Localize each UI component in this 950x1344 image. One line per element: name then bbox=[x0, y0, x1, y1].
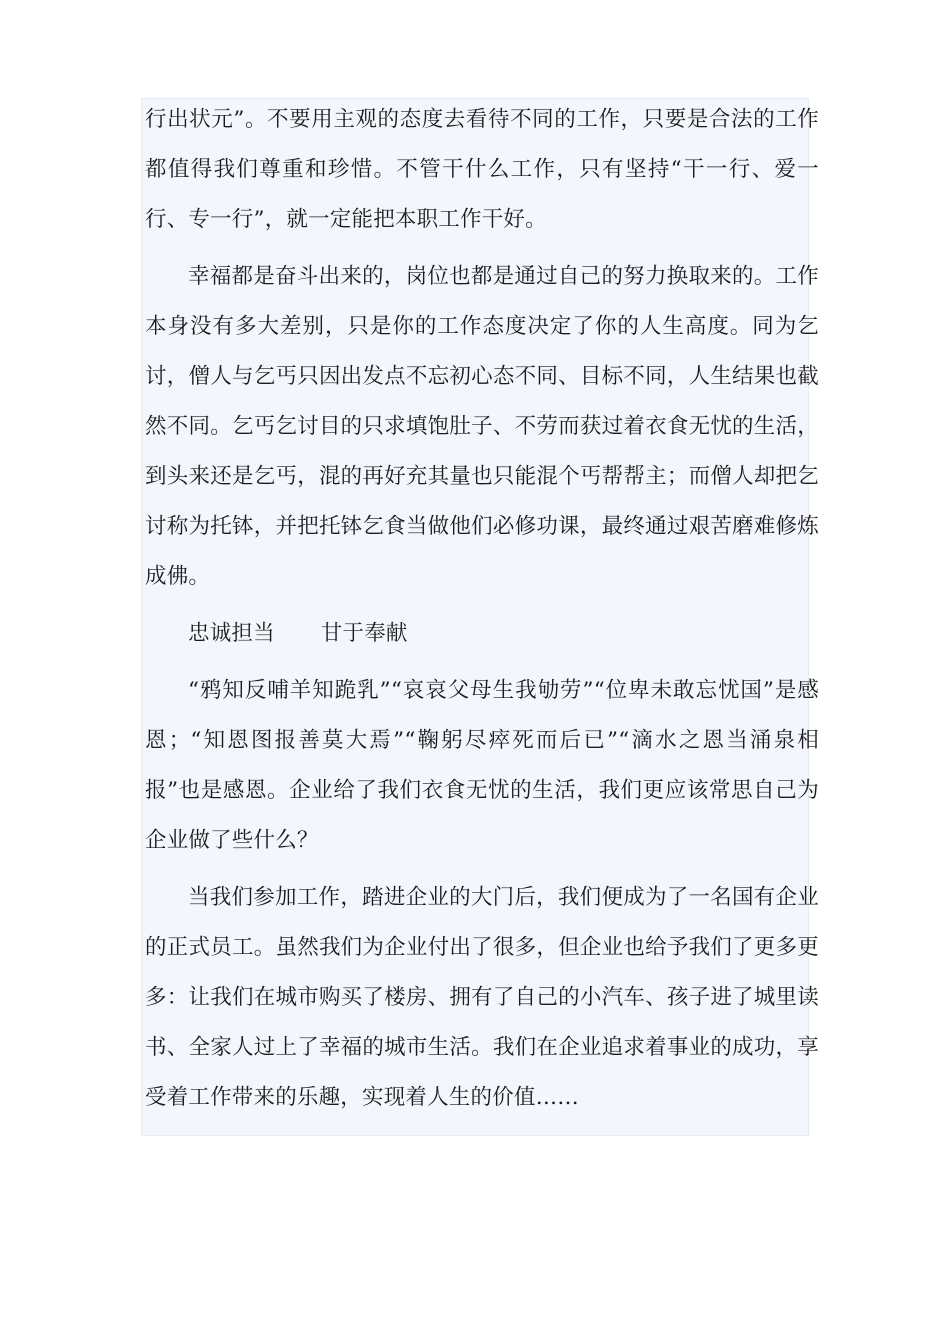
section-heading-right: 甘于奉献 bbox=[320, 621, 408, 646]
document-body bbox=[145, 95, 819, 1130]
paragraph-2: 幸福都是奋斗出来的，岗位也都是通过自己的努力换取来的。工作本身没有多大差别，只是你的工作态度决定了你的人生高度。同为乞讨，僧人与乞丐只因出发点不忘初心态不同、目标不同，人生结果也截然不同。乞丐乞讨目的只求填饱肚子、不劳而获过着衣食无忧的生活，到头来还是乞丐，混的再好充其量也只能混个丐帮帮主；而僧人却把乞讨称为托钵，并把托钵乞食当做他们必修功课，最终通过艰苦磨难修炼成佛。 bbox=[145, 264, 819, 589]
paragraph-4: 当我们参加工作，踏进企业的大门后，我们便成为了一名国有企业的正式员工。虽然我们为企业付出了很多，但企业也给予我们了更多更多：让我们在城市购买了楼房、拥有了自己的小汽车、孩子进了城里读书、全家人过上了幸福的城市生活。我们在企业追求着事业的成功，享受着工作带来的乐趣，实现着人生的价值…… bbox=[145, 885, 819, 1110]
section-heading bbox=[145, 609, 819, 659]
paragraph-3: “鸦知反哺羊知跪乳”“哀哀父母生我劬劳”“位卑未敢忘忧国”是感恩；“知恩图报善莫大焉”“鞠躬尽瘁死而后已”“滴水之恩当涌泉相报”也是感恩。企业给了我们衣食无忧的生活，我们更应该常思自己为企业做了些什么？ bbox=[145, 678, 819, 853]
section-heading-left: 忠诚担当 bbox=[188, 621, 275, 646]
paragraph-1: 行出状元”。不要用主观的态度去看待不同的工作，只要是合法的工作都值得我们尊重和珍惜。不管干什么工作，只有坚持“干一行、爱一行、专一行”，就一定能把本职工作干好。 bbox=[145, 107, 819, 232]
